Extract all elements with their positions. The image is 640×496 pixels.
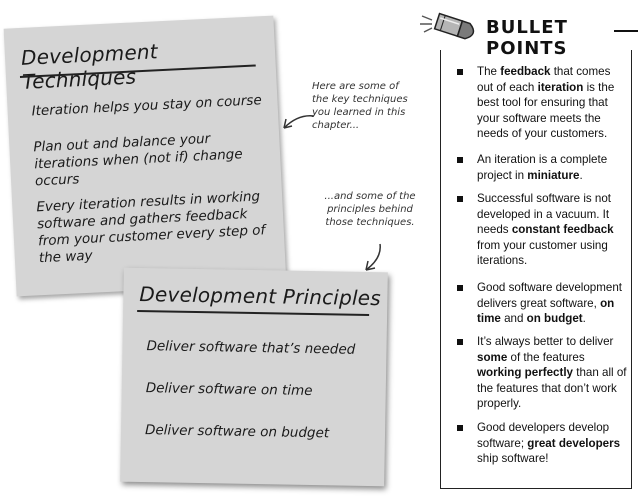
principles-item: Deliver software on time	[145, 380, 313, 400]
bullet-point-text: An iteration is a complete project in miniature.	[477, 153, 608, 182]
bullet-point-text: The feedback that comes out of each iteration is the best tool for ensuring that your software meets the needs of your customers.	[477, 65, 615, 141]
bullet-point-text: It’s always better to deliver some of the features working perfectly than all of the features that don’t work properly.	[477, 335, 627, 411]
techniques-card-title: Development Techniques	[20, 39, 159, 94]
square-bullet-icon	[457, 157, 463, 163]
square-bullet-icon	[457, 196, 463, 202]
principles-title-underline	[137, 310, 369, 316]
square-bullet-icon	[457, 425, 463, 431]
square-bullet-icon	[457, 69, 463, 75]
bullet-icon	[418, 8, 484, 48]
principles-item: Deliver software that’s needed	[146, 338, 356, 358]
left-arrow-icon	[278, 108, 318, 138]
principles-annotation: ...and some of the principles behind those techniques.	[324, 191, 416, 228]
bullet-point-text: Good developers develop software; great developers ship software!	[477, 421, 621, 466]
bullet-points-panel	[440, 50, 632, 489]
principles-item: Deliver software on budget	[144, 422, 330, 442]
principles-card	[120, 268, 388, 487]
principles-card-title: Development Principles	[139, 281, 382, 311]
bullet-points-title-rule	[614, 30, 638, 32]
techniques-item: Iteration helps you stay on course	[31, 92, 263, 120]
techniques-item: Plan out and balance your iterations when (not if) change occurs	[33, 130, 243, 190]
techniques-annotation: Here are some of the key techniques you learned in this chapter...	[312, 81, 408, 131]
square-bullet-icon	[457, 285, 463, 291]
techniques-card	[4, 16, 287, 297]
bullet-point-text: Good software development delivers great software, on time and on budget.	[477, 281, 623, 326]
bullet-points-header	[418, 4, 640, 59]
square-bullet-icon	[457, 339, 463, 345]
bullet-point-text: Successful software is not developed in a vacuum. It needs constant feedback from your customer using iterations.	[477, 192, 614, 268]
down-arrow-icon	[358, 240, 388, 276]
techniques-item: Every iteration results in working software and gathers feedback from your customer every step of the way	[35, 188, 266, 267]
bullet-points-title: BULLET POINTS	[486, 17, 568, 59]
